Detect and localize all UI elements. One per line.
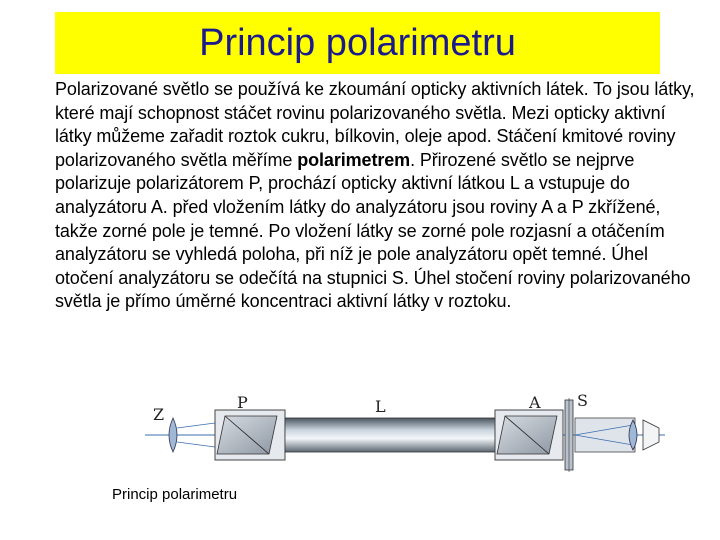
title-banner bbox=[55, 12, 660, 74]
label-l: L bbox=[375, 397, 386, 416]
diagram-caption: Princip polarimetru bbox=[112, 486, 238, 503]
label-z: Z bbox=[153, 405, 165, 424]
paragraph-part-1: Polarizované světlo se používá ke zkoumání opticky aktivních látek. To jsou látky, které mají schopnost stáčet rovinu polarizovaného světla. Mezi opticky aktivní látky můžeme zařadit roztok cukru, bílkovin, oleje apod. Stáčení kmitové roviny polarizovaného světla měříme bbox=[55, 79, 695, 170]
paragraph-bold-term: polarimetrem bbox=[297, 149, 411, 170]
eyepiece-cap bbox=[643, 420, 659, 450]
label-p: P bbox=[237, 393, 248, 412]
label-s: S bbox=[577, 391, 588, 410]
polarimeter-diagram bbox=[145, 388, 670, 478]
eyepiece-tube bbox=[575, 418, 635, 452]
page-title: Princip polarimetru bbox=[199, 21, 516, 64]
paragraph-part-2: . Přirozené světlo se nejprve polarizuje polarizátorem P, prochází opticky aktivní látkou L a vstupuje do analyzátoru A. před vložením látky do analyzátoru jsou roviny A a P zkřížené, takže zorné pole je temné. Po vložení látky se zorné pole rozjasní a otáčením analyzátoru se vyhledá poloha, při níž je pole analyzátoru opět temné. Úhel otočení analyzátoru se odečítá na stupnici S. Úhel stočení roviny polarizovaného světla je přímo úměrné koncentraci aktivní látky v roztoku. bbox=[55, 149, 691, 312]
sample-tube bbox=[285, 418, 495, 452]
source-lens bbox=[169, 418, 177, 452]
body-paragraph bbox=[55, 78, 695, 314]
label-a: A bbox=[529, 393, 541, 412]
